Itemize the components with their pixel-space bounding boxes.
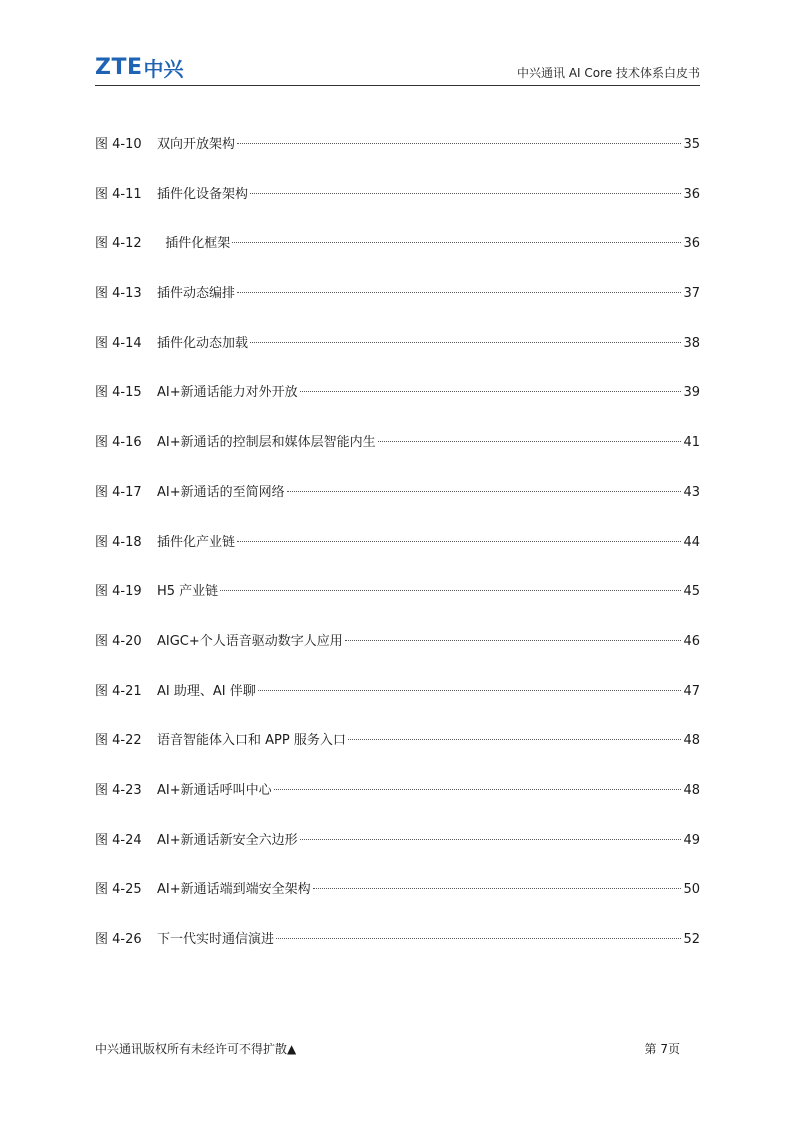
figure-label: 图 4-14 bbox=[95, 335, 142, 351]
logo-cjk-text: 中兴 bbox=[143, 56, 184, 81]
figure-page-number: 39 bbox=[683, 385, 700, 401]
dot-leader bbox=[258, 690, 682, 691]
figure-label: 图 4-18 bbox=[95, 534, 142, 550]
dot-leader bbox=[250, 342, 681, 343]
figure-label: 图 4-10 bbox=[95, 137, 142, 152]
dot-leader bbox=[348, 739, 682, 740]
figure-title: AI 助理、AI 伴聊 bbox=[157, 683, 256, 699]
dot-leader bbox=[300, 391, 682, 392]
page-header bbox=[95, 52, 700, 86]
figure-page-number: 41 bbox=[683, 435, 700, 451]
figure-title: 插件化设备架构 bbox=[157, 186, 249, 202]
figure-page-number: 35 bbox=[683, 137, 700, 152]
figure-list bbox=[95, 132, 700, 977]
toc-entry[interactable] bbox=[95, 132, 700, 182]
figure-page-number: 47 bbox=[683, 683, 700, 699]
dot-leader bbox=[237, 541, 681, 542]
toc-entry[interactable] bbox=[95, 927, 700, 977]
dot-leader bbox=[287, 491, 682, 492]
figure-title: 语音智能体入口和 APP 服务入口 bbox=[157, 733, 346, 749]
figure-title: 下一代实时通信演进 bbox=[157, 932, 275, 947]
figure-label: 图 4-13 bbox=[95, 286, 142, 302]
figure-title: AI+新通话呼叫中心 bbox=[157, 782, 272, 798]
dot-leader bbox=[300, 839, 682, 840]
figure-label: 图 4-25 bbox=[95, 882, 142, 898]
figure-label: 图 4-24 bbox=[95, 832, 142, 848]
figure-page-number: 49 bbox=[683, 832, 700, 848]
toc-entry[interactable] bbox=[95, 380, 700, 430]
figure-title: 双向开放架构 bbox=[157, 137, 236, 152]
dot-leader bbox=[345, 640, 682, 641]
figure-page-number: 45 bbox=[683, 584, 700, 600]
figure-label: 图 4-22 bbox=[95, 733, 142, 749]
page-number: 第 7页 bbox=[644, 1042, 680, 1056]
figure-title: AI+新通话端到端安全架构 bbox=[157, 882, 311, 898]
dot-leader bbox=[274, 789, 682, 790]
logo-latin-text: ZTE bbox=[95, 54, 143, 80]
toc-entry[interactable] bbox=[95, 430, 700, 480]
document-title: 中兴通讯 AI Core 技术体系白皮书 bbox=[517, 66, 700, 80]
figure-page-number: 36 bbox=[683, 186, 700, 202]
figure-page-number: 52 bbox=[683, 932, 700, 947]
toc-entry[interactable] bbox=[95, 629, 700, 679]
toc-entry[interactable] bbox=[95, 231, 700, 281]
figure-label: 图 4-23 bbox=[95, 782, 142, 798]
figure-title: AI+新通话的至简网络 bbox=[157, 484, 285, 500]
figure-title: AI+新通话的控制层和媒体层智能内生 bbox=[157, 435, 376, 451]
figure-label: 图 4-20 bbox=[95, 633, 142, 649]
toc-entry[interactable] bbox=[95, 579, 700, 629]
figure-title: 插件动态编排 bbox=[157, 286, 236, 302]
toc-entry[interactable] bbox=[95, 530, 700, 580]
toc-entry[interactable] bbox=[95, 182, 700, 232]
dot-leader bbox=[276, 938, 681, 939]
toc-entry[interactable] bbox=[95, 331, 700, 381]
figure-label: 图 4-26 bbox=[95, 932, 142, 947]
figure-page-number: 46 bbox=[683, 633, 700, 649]
figure-page-number: 37 bbox=[683, 286, 700, 302]
figure-page-number: 43 bbox=[683, 484, 700, 500]
figure-title: AIGC+个人语音驱动数字人应用 bbox=[157, 633, 343, 649]
figure-label: 图 4-11 bbox=[95, 186, 142, 202]
figure-page-number: 44 bbox=[683, 534, 700, 550]
toc-entry[interactable] bbox=[95, 828, 700, 878]
figure-title: 插件化框架 bbox=[157, 236, 231, 252]
toc-entry[interactable] bbox=[95, 281, 700, 331]
dot-leader bbox=[313, 888, 682, 889]
figure-label: 图 4-21 bbox=[95, 683, 142, 699]
dot-leader bbox=[237, 292, 681, 293]
dot-leader bbox=[220, 590, 681, 591]
dot-leader bbox=[232, 242, 681, 243]
figure-title: 插件化产业链 bbox=[157, 534, 236, 550]
toc-entry[interactable] bbox=[95, 480, 700, 530]
zte-logo bbox=[95, 54, 184, 80]
figure-page-number: 48 bbox=[683, 782, 700, 798]
dot-leader bbox=[250, 193, 681, 194]
figure-label: 图 4-19 bbox=[95, 584, 142, 600]
toc-entry[interactable] bbox=[95, 778, 700, 828]
copyright-notice: 中兴通讯版权所有未经许可不得扩散▲ bbox=[95, 1042, 297, 1056]
dot-leader bbox=[237, 143, 681, 144]
figure-title: 插件化动态加载 bbox=[157, 335, 249, 351]
figure-title: H5 产业链 bbox=[157, 584, 219, 600]
toc-entry[interactable] bbox=[95, 728, 700, 778]
toc-entry[interactable] bbox=[95, 679, 700, 729]
toc-entry[interactable] bbox=[95, 877, 700, 927]
figure-page-number: 38 bbox=[683, 335, 700, 351]
figure-page-number: 36 bbox=[683, 236, 700, 252]
figure-label: 图 4-16 bbox=[95, 435, 142, 451]
figure-label: 图 4-12 bbox=[95, 236, 142, 252]
figure-page-number: 50 bbox=[683, 882, 700, 898]
figure-title: AI+新通话新安全六边形 bbox=[157, 832, 298, 848]
figure-label: 图 4-15 bbox=[95, 385, 142, 401]
figure-title: AI+新通话能力对外开放 bbox=[157, 385, 298, 401]
figure-page-number: 48 bbox=[683, 733, 700, 749]
figure-label: 图 4-17 bbox=[95, 484, 142, 500]
dot-leader bbox=[378, 441, 682, 442]
